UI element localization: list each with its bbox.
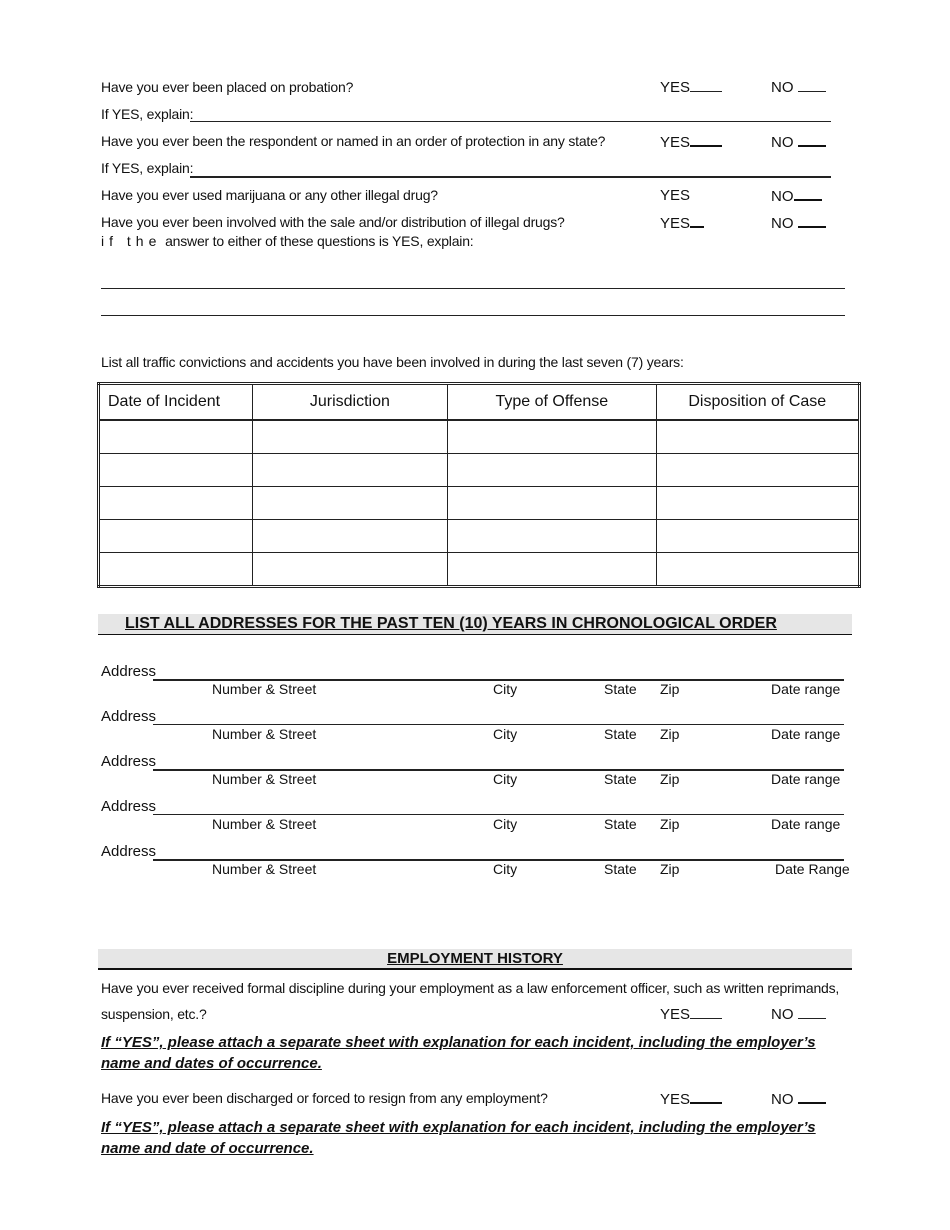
drug-explain-prefix: if the xyxy=(101,233,162,249)
explain-label-2: If YES, explain: xyxy=(101,160,194,176)
table-cell[interactable] xyxy=(656,553,860,587)
table-cell[interactable] xyxy=(99,487,253,520)
address-state-caption: State xyxy=(604,771,637,787)
address-date-caption: Date range xyxy=(771,681,841,697)
address-zip-caption: Zip xyxy=(660,861,680,877)
address-date-caption: Date range xyxy=(771,726,841,742)
discipline-question-line-2: suspension, etc.? xyxy=(101,1006,207,1022)
no-label: NO xyxy=(771,134,794,151)
address-street-caption: Number & Street xyxy=(212,681,317,697)
address-city-caption: City xyxy=(493,861,518,877)
yes-label: YES xyxy=(660,1091,691,1108)
table-cell[interactable] xyxy=(656,520,860,553)
address-input-line[interactable] xyxy=(153,753,844,771)
table-cell[interactable] xyxy=(252,487,448,520)
yes-label: YES xyxy=(660,187,691,204)
no-label: NO xyxy=(771,1091,794,1108)
table-cell[interactable] xyxy=(656,487,860,520)
address-street-caption: Number & Street xyxy=(212,726,317,742)
probation-no[interactable] xyxy=(771,79,826,96)
table-cell[interactable] xyxy=(252,454,448,487)
table-cell[interactable] xyxy=(252,520,448,553)
address-label: Address xyxy=(101,663,157,680)
no-label: NO xyxy=(771,215,794,232)
yes-label: YES xyxy=(660,79,691,96)
table-row xyxy=(99,487,860,520)
drug-explain-body: answer to either of these questions is YES, explain: xyxy=(165,233,474,249)
drug-explain-line-1[interactable] xyxy=(101,270,845,289)
table-row xyxy=(99,454,860,487)
address-city-caption: City xyxy=(493,771,518,787)
header-jurisdiction: Jurisdiction xyxy=(252,384,448,421)
discipline-note: If “YES”, please attach a separate sheet with explanation for each incident, including the employer’s name and dates of occurrence. xyxy=(101,1034,816,1072)
discharge-question: Have you ever been discharged or forced to resign from any employment? xyxy=(101,1090,548,1106)
address-state-caption: State xyxy=(604,861,637,877)
protection-yes[interactable] xyxy=(660,133,722,151)
table-row xyxy=(99,420,860,454)
table-cell[interactable] xyxy=(99,553,253,587)
address-city-caption: City xyxy=(493,816,518,832)
drug-sale-no[interactable] xyxy=(771,214,826,232)
address-input-line[interactable] xyxy=(153,663,844,681)
explain-label-1: If YES, explain: xyxy=(101,106,194,122)
address-date-caption: Date Range xyxy=(775,861,850,877)
discharge-yes[interactable] xyxy=(660,1090,722,1108)
yes-label: YES xyxy=(660,1006,691,1023)
header-type-of-offense: Type of Offense xyxy=(448,384,656,421)
explain-line-1[interactable] xyxy=(190,106,831,122)
drug-use-yes[interactable] xyxy=(660,187,690,204)
table-row xyxy=(99,520,860,553)
table-cell[interactable] xyxy=(656,420,860,454)
table-cell[interactable] xyxy=(448,487,656,520)
table-cell[interactable] xyxy=(252,420,448,454)
address-input-line[interactable] xyxy=(153,708,844,725)
yes-label: YES xyxy=(660,134,691,151)
table-cell[interactable] xyxy=(99,454,253,487)
address-street-caption: Number & Street xyxy=(212,816,317,832)
table-row xyxy=(99,553,860,587)
explain-line-2[interactable] xyxy=(190,160,831,178)
address-input-line[interactable] xyxy=(153,798,844,815)
address-label: Address xyxy=(101,753,157,770)
address-label: Address xyxy=(101,843,157,860)
address-date-caption: Date range xyxy=(771,771,841,787)
drug-explain-text xyxy=(101,233,473,249)
address-zip-caption: Zip xyxy=(660,771,680,787)
address-street-caption: Number & Street xyxy=(212,861,317,877)
address-city-caption: City xyxy=(493,681,518,697)
address-date-caption: Date range xyxy=(771,816,841,832)
table-cell[interactable] xyxy=(252,553,448,587)
header-date-of-incident: Date of Incident xyxy=(99,384,253,421)
question-drug-sale: Have you ever been involved with the sale and/or distribution of illegal drugs? xyxy=(101,214,565,230)
address-street-caption: Number & Street xyxy=(212,771,317,787)
table-cell[interactable] xyxy=(448,553,656,587)
yes-label: YES xyxy=(660,215,691,232)
table-cell[interactable] xyxy=(448,420,656,454)
table-cell[interactable] xyxy=(448,520,656,553)
discharge-no[interactable] xyxy=(771,1090,826,1108)
discipline-question-line-1: Have you ever received formal discipline during your employment as a law enforcement officer, such as written reprimands, xyxy=(101,980,840,996)
address-label: Address xyxy=(101,798,157,815)
table-header-row xyxy=(99,384,860,421)
traffic-intro: List all traffic convictions and accidents you have been involved in during the last seven (7) years: xyxy=(101,354,684,370)
no-label: NO xyxy=(771,1006,794,1023)
address-state-caption: State xyxy=(604,681,637,697)
question-probation: Have you ever been placed on probation? xyxy=(101,79,354,95)
no-label: NO xyxy=(771,79,794,96)
address-input-line[interactable] xyxy=(153,843,844,861)
header-disposition: Disposition of Case xyxy=(656,384,860,421)
question-protection-order: Have you ever been the respondent or named in an order of protection in any state? xyxy=(101,133,606,149)
address-state-caption: State xyxy=(604,816,637,832)
protection-no[interactable] xyxy=(771,133,826,151)
drug-explain-line-2[interactable] xyxy=(101,297,845,316)
discipline-no[interactable] xyxy=(771,1006,826,1023)
employment-title: EMPLOYMENT HISTORY xyxy=(387,950,563,967)
traffic-table xyxy=(97,382,861,588)
discharge-note: If “YES”, please attach a separate sheet with explanation for each incident, including the employer’s name and date of occurrence. xyxy=(101,1119,816,1157)
address-zip-caption: Zip xyxy=(660,681,680,697)
address-city-caption: City xyxy=(493,726,518,742)
table-cell[interactable] xyxy=(99,520,253,553)
table-cell[interactable] xyxy=(656,454,860,487)
address-label: Address xyxy=(101,708,157,725)
address-state-caption: State xyxy=(604,726,637,742)
address-zip-caption: Zip xyxy=(660,816,680,832)
drug-use-no[interactable] xyxy=(771,187,822,205)
drug-sale-yes[interactable] xyxy=(660,214,704,232)
no-label: NO xyxy=(771,188,794,205)
addresses-title: LIST ALL ADDRESSES FOR THE PAST TEN (10) YEARS IN CHRONOLOGICAL ORDER xyxy=(125,615,777,632)
question-illegal-drug-use: Have you ever used marijuana or any other illegal drug? xyxy=(101,187,438,203)
table-cell[interactable] xyxy=(448,454,656,487)
address-zip-caption: Zip xyxy=(660,726,680,742)
table-cell[interactable] xyxy=(99,420,253,454)
probation-yes[interactable] xyxy=(660,79,722,96)
discipline-yes[interactable] xyxy=(660,1006,722,1023)
